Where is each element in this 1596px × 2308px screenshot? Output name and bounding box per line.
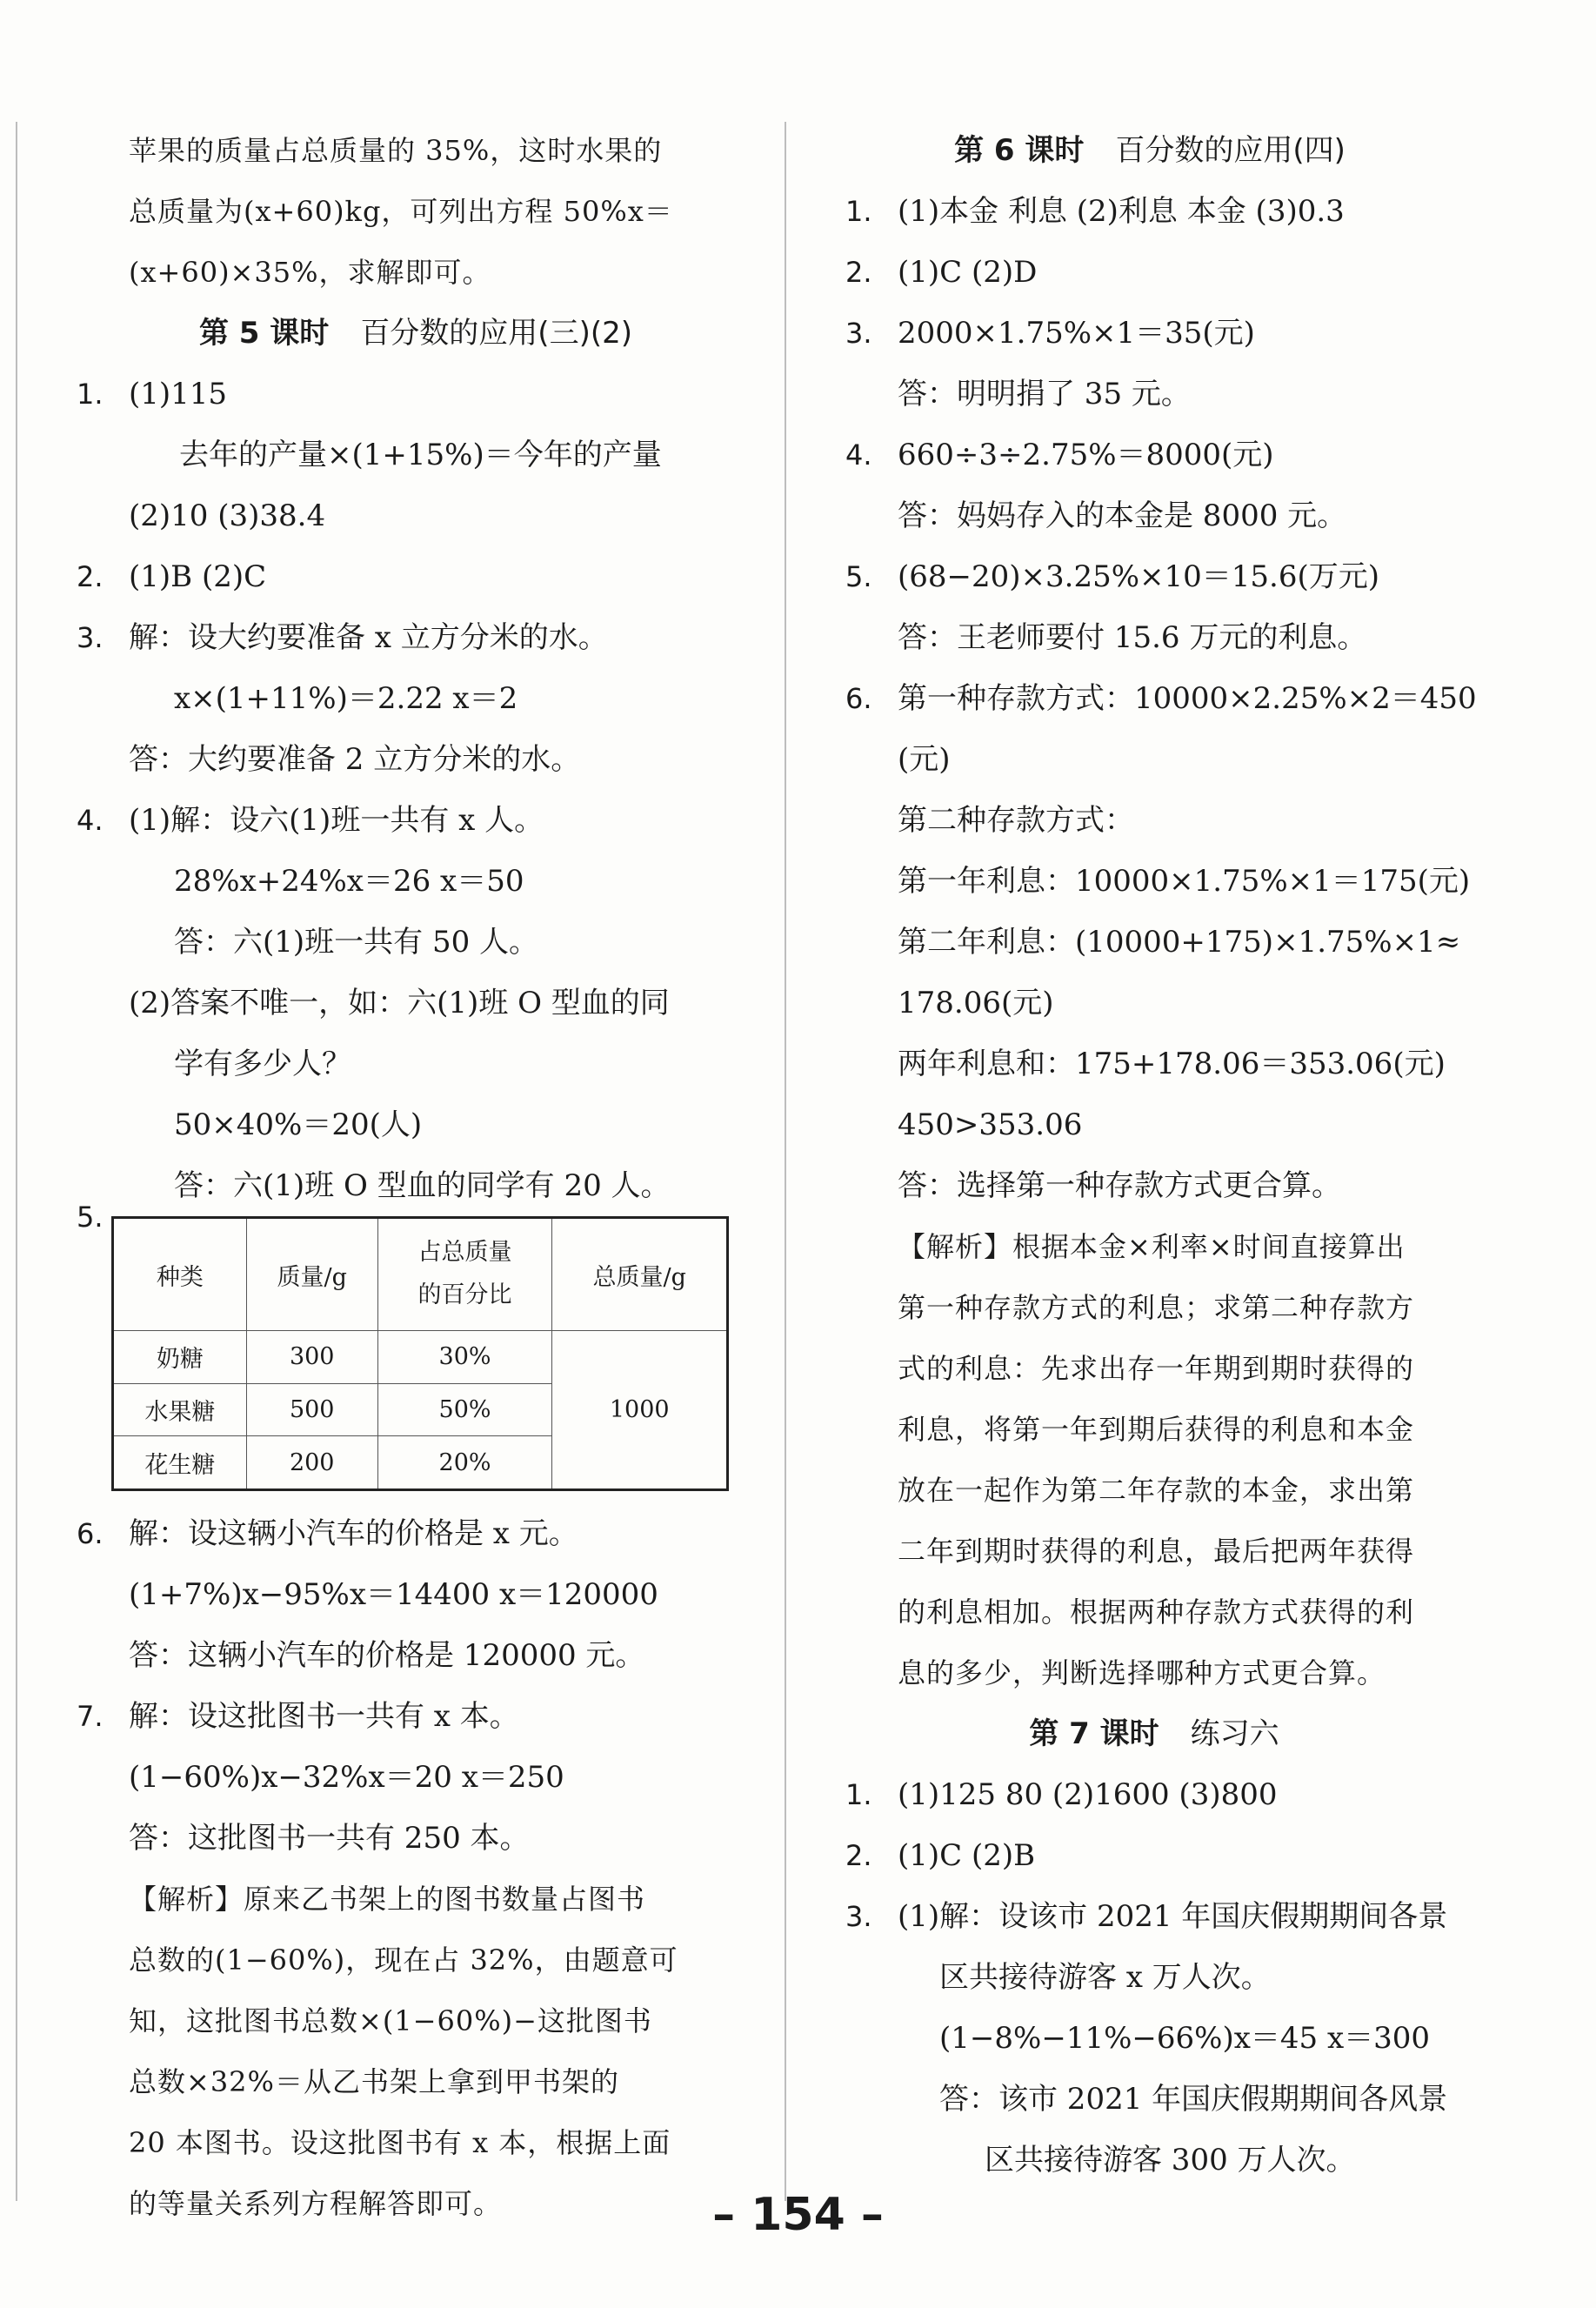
analysis-line: 二年到期时获得的利息，最后把两年获得 xyxy=(898,1535,1415,1568)
table-header: 质量/g xyxy=(246,1218,377,1331)
question-4: 4. 660÷3÷2.75%＝8000(元) xyxy=(845,438,1274,472)
analysis-line: 息的多少，判断选择哪种方式更合算。 xyxy=(898,1656,1386,1689)
answer-line: (元) xyxy=(898,742,951,777)
answer-line: 第二种存款方式： xyxy=(898,803,1134,838)
answer-line: (2)答案不唯一，如：六(1)班 O 型血的同 xyxy=(129,986,670,1020)
answer-line: 答：大约要准备 2 立方分米的水。 xyxy=(129,742,581,777)
analysis-line: 放在一起作为第二年存款的本金，求出第 xyxy=(898,1474,1415,1507)
answer-line: 答：该市 2021 年国庆假期期间各风景 xyxy=(939,2082,1448,2117)
table-cell: 200 xyxy=(246,1436,377,1490)
table-header xyxy=(377,1218,552,1331)
table-cell: 花生糖 xyxy=(113,1436,247,1490)
lesson-6-heading xyxy=(811,120,1489,181)
pct-header-text: 占总质量 的百分比 xyxy=(417,1239,512,1308)
answer-line: 去年的产量×(1+15%)＝今年的产量 xyxy=(179,438,662,472)
question-3: 3. 解：设大约要准备 x 立方分米的水。 xyxy=(77,620,608,655)
answer-line: (1−60%)x−32%x＝20 x＝250 xyxy=(129,1760,564,1795)
table-header: 总质量/g xyxy=(552,1218,728,1331)
right-column xyxy=(845,120,1489,2191)
answer-line: 区共接待游客 300 万人次。 xyxy=(985,2143,1356,2178)
analysis-line: 第一种存款方式的利息；求第二种存款方 xyxy=(898,1291,1415,1324)
question-3: 3. 2000×1.75%×1＝35(元) xyxy=(845,316,1255,351)
lesson-title: 百分数的应用(三)(2) xyxy=(360,316,633,351)
table-cell: 300 xyxy=(246,1331,377,1384)
lesson-5-heading xyxy=(94,303,738,364)
answer-line: 答：这辆小汽车的价格是 120000 元。 xyxy=(129,1638,645,1673)
answer-line: 28%x+24%x＝26 x＝50 xyxy=(174,864,524,899)
answer-line: 450>353.06 xyxy=(898,1107,1083,1142)
analysis-line: 总数×32%＝从乙书架上拿到甲书架的 xyxy=(129,2065,619,2098)
candy-table xyxy=(111,1216,729,1491)
intro-line: 总质量为(x+60)kg，可列出方程 50%x＝ xyxy=(129,195,673,228)
lesson-title: 百分数的应用(四) xyxy=(1115,133,1346,168)
question-6: 6. 第一种存款方式：10000×2.25%×2＝450 xyxy=(845,681,1477,716)
table-cell: 奶糖 xyxy=(113,1331,247,1384)
left-margin-rule xyxy=(16,122,17,2201)
lesson-label: 第 7 课时 xyxy=(1029,1716,1159,1751)
answer-line: 178.06(元) xyxy=(898,986,1054,1020)
analysis-line: 式的利息：先求出存一年期到期时获得的 xyxy=(898,1352,1415,1385)
lesson-label: 第 6 课时 xyxy=(954,133,1085,168)
question-4: 4. (1)解：设六(1)班一共有 x 人。 xyxy=(77,803,544,838)
answer-line: 两年利息和：175+178.06＝353.06(元) xyxy=(898,1047,1446,1081)
table-cell: 500 xyxy=(246,1383,377,1436)
table-cell: 30% xyxy=(377,1331,552,1384)
answer-line: 答：王老师要付 15.6 万元的利息。 xyxy=(898,620,1367,655)
analysis-line: 利息，将第一年到期后获得的利息和本金 xyxy=(898,1413,1415,1446)
answer-line: 学有多少人？ xyxy=(174,1047,351,1081)
table-cell: 20% xyxy=(377,1436,552,1490)
question-2: 2. (1)C (2)D xyxy=(845,255,1038,290)
lesson-label: 第 5 课时 xyxy=(198,316,330,351)
practice-3: 3. (1)解：设该市 2021 年国庆假期期间各景 xyxy=(845,1899,1448,1934)
answer-line: 50×40%＝20(人) xyxy=(174,1107,423,1142)
question-2: 2. (1)B (2)C xyxy=(77,559,267,594)
answer-line: 答：六(1)班 O 型血的同学有 20 人。 xyxy=(174,1168,671,1203)
analysis-line: 20 本图书。设这批图书有 x 本，根据上面 xyxy=(129,2126,671,2159)
answer-line: 答：妈妈存入的本金是 8000 元。 xyxy=(898,498,1347,533)
table-cell: 50% xyxy=(377,1383,552,1436)
question-1: 1. (1)115 xyxy=(77,377,228,411)
analysis-line: 的利息相加。根据两种存款方式获得的利 xyxy=(898,1596,1415,1629)
answer-line: 第二年利息：(10000+175)×1.75%×1≈ xyxy=(898,925,1461,960)
table-cell: 水果糖 xyxy=(113,1383,247,1436)
answer-line: x×(1+11%)＝2.22 x＝2 xyxy=(174,681,518,716)
analysis-line: 知，这批图书总数×(1−60%)−这批图书 xyxy=(129,2004,652,2037)
analysis-line: 【解析】根据本金×利率×时间直接算出 xyxy=(898,1230,1406,1263)
answer-line: 答：明明捐了 35 元。 xyxy=(898,377,1191,411)
answer-line: 答：选择第一种存款方式更合算。 xyxy=(898,1168,1341,1203)
lesson-title: 练习六 xyxy=(1190,1716,1279,1751)
lesson-7-heading xyxy=(819,1703,1489,1764)
answer-line: 第一年利息：10000×1.75%×1＝175(元) xyxy=(898,864,1471,899)
question-6: 6. 解：设这辆小汽车的价格是 x 元。 xyxy=(77,1516,578,1551)
answer-line: 答：六(1)班一共有 50 人。 xyxy=(174,925,539,960)
intro-line: (x+60)×35%，求解即可。 xyxy=(129,256,491,289)
page-number: – 154 – xyxy=(712,2189,884,2241)
question-7: 7. 解：设这批图书一共有 x 本。 xyxy=(77,1699,519,1734)
analysis-line: 的等量关系列方程解答即可。 xyxy=(129,2187,503,2220)
analysis-line: 【解析】原来乙书架上的图书数量占图书 xyxy=(129,1883,646,1916)
answer-line: 区共接待游客 x 万人次。 xyxy=(939,1960,1271,1995)
answer-line: (1−8%−11%−66%)x＝45 x＝300 xyxy=(939,2021,1431,2056)
analysis-line: 总数的(1−60%)，现在占 32%，由题意可 xyxy=(129,1943,678,1977)
question-number: 5. xyxy=(77,1201,104,1234)
column-divider xyxy=(785,122,786,2201)
practice-2: 2. (1)C (2)B xyxy=(845,1838,1036,1873)
intro-line: 苹果的质量占总质量的 35%，这时水果的 xyxy=(129,134,663,167)
practice-1: 1. (1)125 80 (2)1600 (3)800 xyxy=(845,1777,1278,1812)
left-column xyxy=(77,120,738,2234)
answer-line: (2)10 (3)38.4 xyxy=(129,498,326,533)
answer-line: 答：这批图书一共有 250 本。 xyxy=(129,1821,530,1856)
question-5 xyxy=(77,1201,738,1503)
answer-line: (1+7%)x−95%x＝14400 x＝120000 xyxy=(129,1577,658,1612)
table-header: 种类 xyxy=(113,1218,247,1331)
table-cell-total: 1000 xyxy=(552,1331,728,1490)
question-5: 5. (68−20)×3.25%×10＝15.6(万元) xyxy=(845,559,1380,594)
question-1: 1. (1)本金 利息 (2)利息 本金 (3)0.3 xyxy=(845,194,1345,229)
